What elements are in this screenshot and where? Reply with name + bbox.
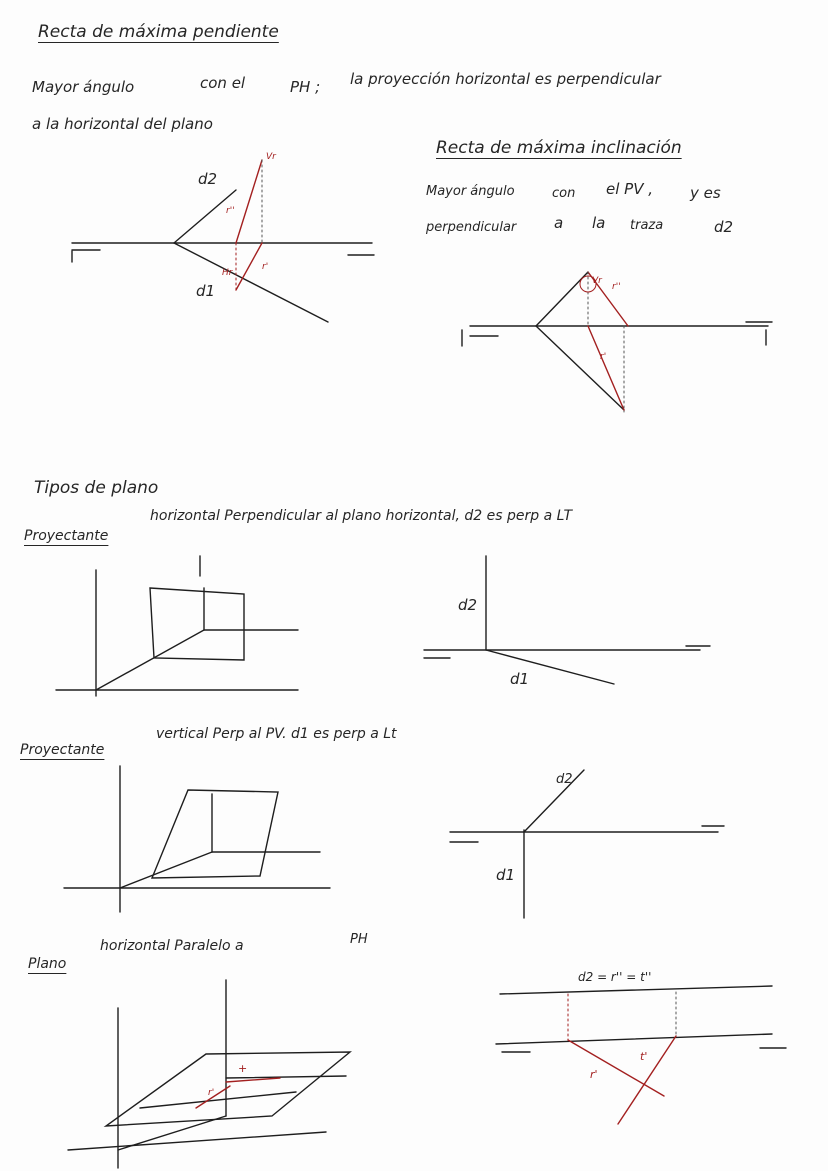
text-line: d2 [714, 218, 734, 236]
plane-type-desc: horizontal Perpendicular al plano horizontal, d2 es perp a LT [150, 508, 573, 524]
text-line: PH ; [290, 78, 321, 96]
label-d1: d1 [196, 282, 216, 300]
text-line: con el [200, 74, 246, 92]
text-line: la proyección horizontal es perpendicular [350, 70, 661, 88]
plane-type-desc: horizontal Paralelo a [100, 938, 244, 954]
plane-type-name: Proyectante [20, 742, 105, 758]
label-vr: Vr [266, 152, 276, 162]
section-title-maxima-inclinacion: Recta de máxima inclinación [436, 138, 682, 158]
label-r-single: r' [600, 352, 607, 362]
label-d2: d2 [198, 170, 218, 188]
label-r-mark: r' [208, 1088, 215, 1098]
label-r-double: r'' [226, 206, 235, 216]
plane-type-desc: vertical Perp al PV. d1 es perp a Lt [156, 726, 397, 742]
label-vr: Vr [592, 276, 602, 286]
text-line: a [554, 214, 564, 232]
section-title-maxima-pendiente: Recta de máxima pendiente [38, 22, 279, 42]
label-d1: d1 [510, 670, 530, 688]
plane-type-name: Proyectante [24, 528, 109, 544]
label-r-double: r'' [612, 282, 621, 292]
label-d2: d2 [556, 772, 573, 787]
label-r-single: r' [590, 1068, 598, 1081]
label-hr: Hr [222, 268, 233, 278]
text-line: la [592, 214, 606, 232]
plane-type-name: Plano [28, 956, 67, 972]
text-line: a la horizontal del plano [32, 115, 213, 133]
label-t-single: t' [640, 1050, 648, 1063]
text-line: traza [630, 218, 664, 233]
text-line: y es [690, 184, 721, 202]
label-d1: d1 [496, 866, 516, 884]
label-ph: PH [350, 932, 368, 947]
label-r-single: r' [262, 262, 269, 272]
text-line: con [552, 186, 576, 201]
label-traza: d2 = r'' = t'' [578, 970, 652, 984]
label-d2: d2 [458, 596, 478, 614]
text-line: Mayor ángulo [32, 78, 135, 96]
text-line: perpendicular [426, 220, 517, 235]
section-title-tipos-de-plano: Tipos de plano [34, 478, 159, 498]
text-line: el PV , [606, 180, 654, 198]
label-t-mark: + [238, 1062, 248, 1075]
text-line: Mayor ángulo [426, 184, 515, 199]
